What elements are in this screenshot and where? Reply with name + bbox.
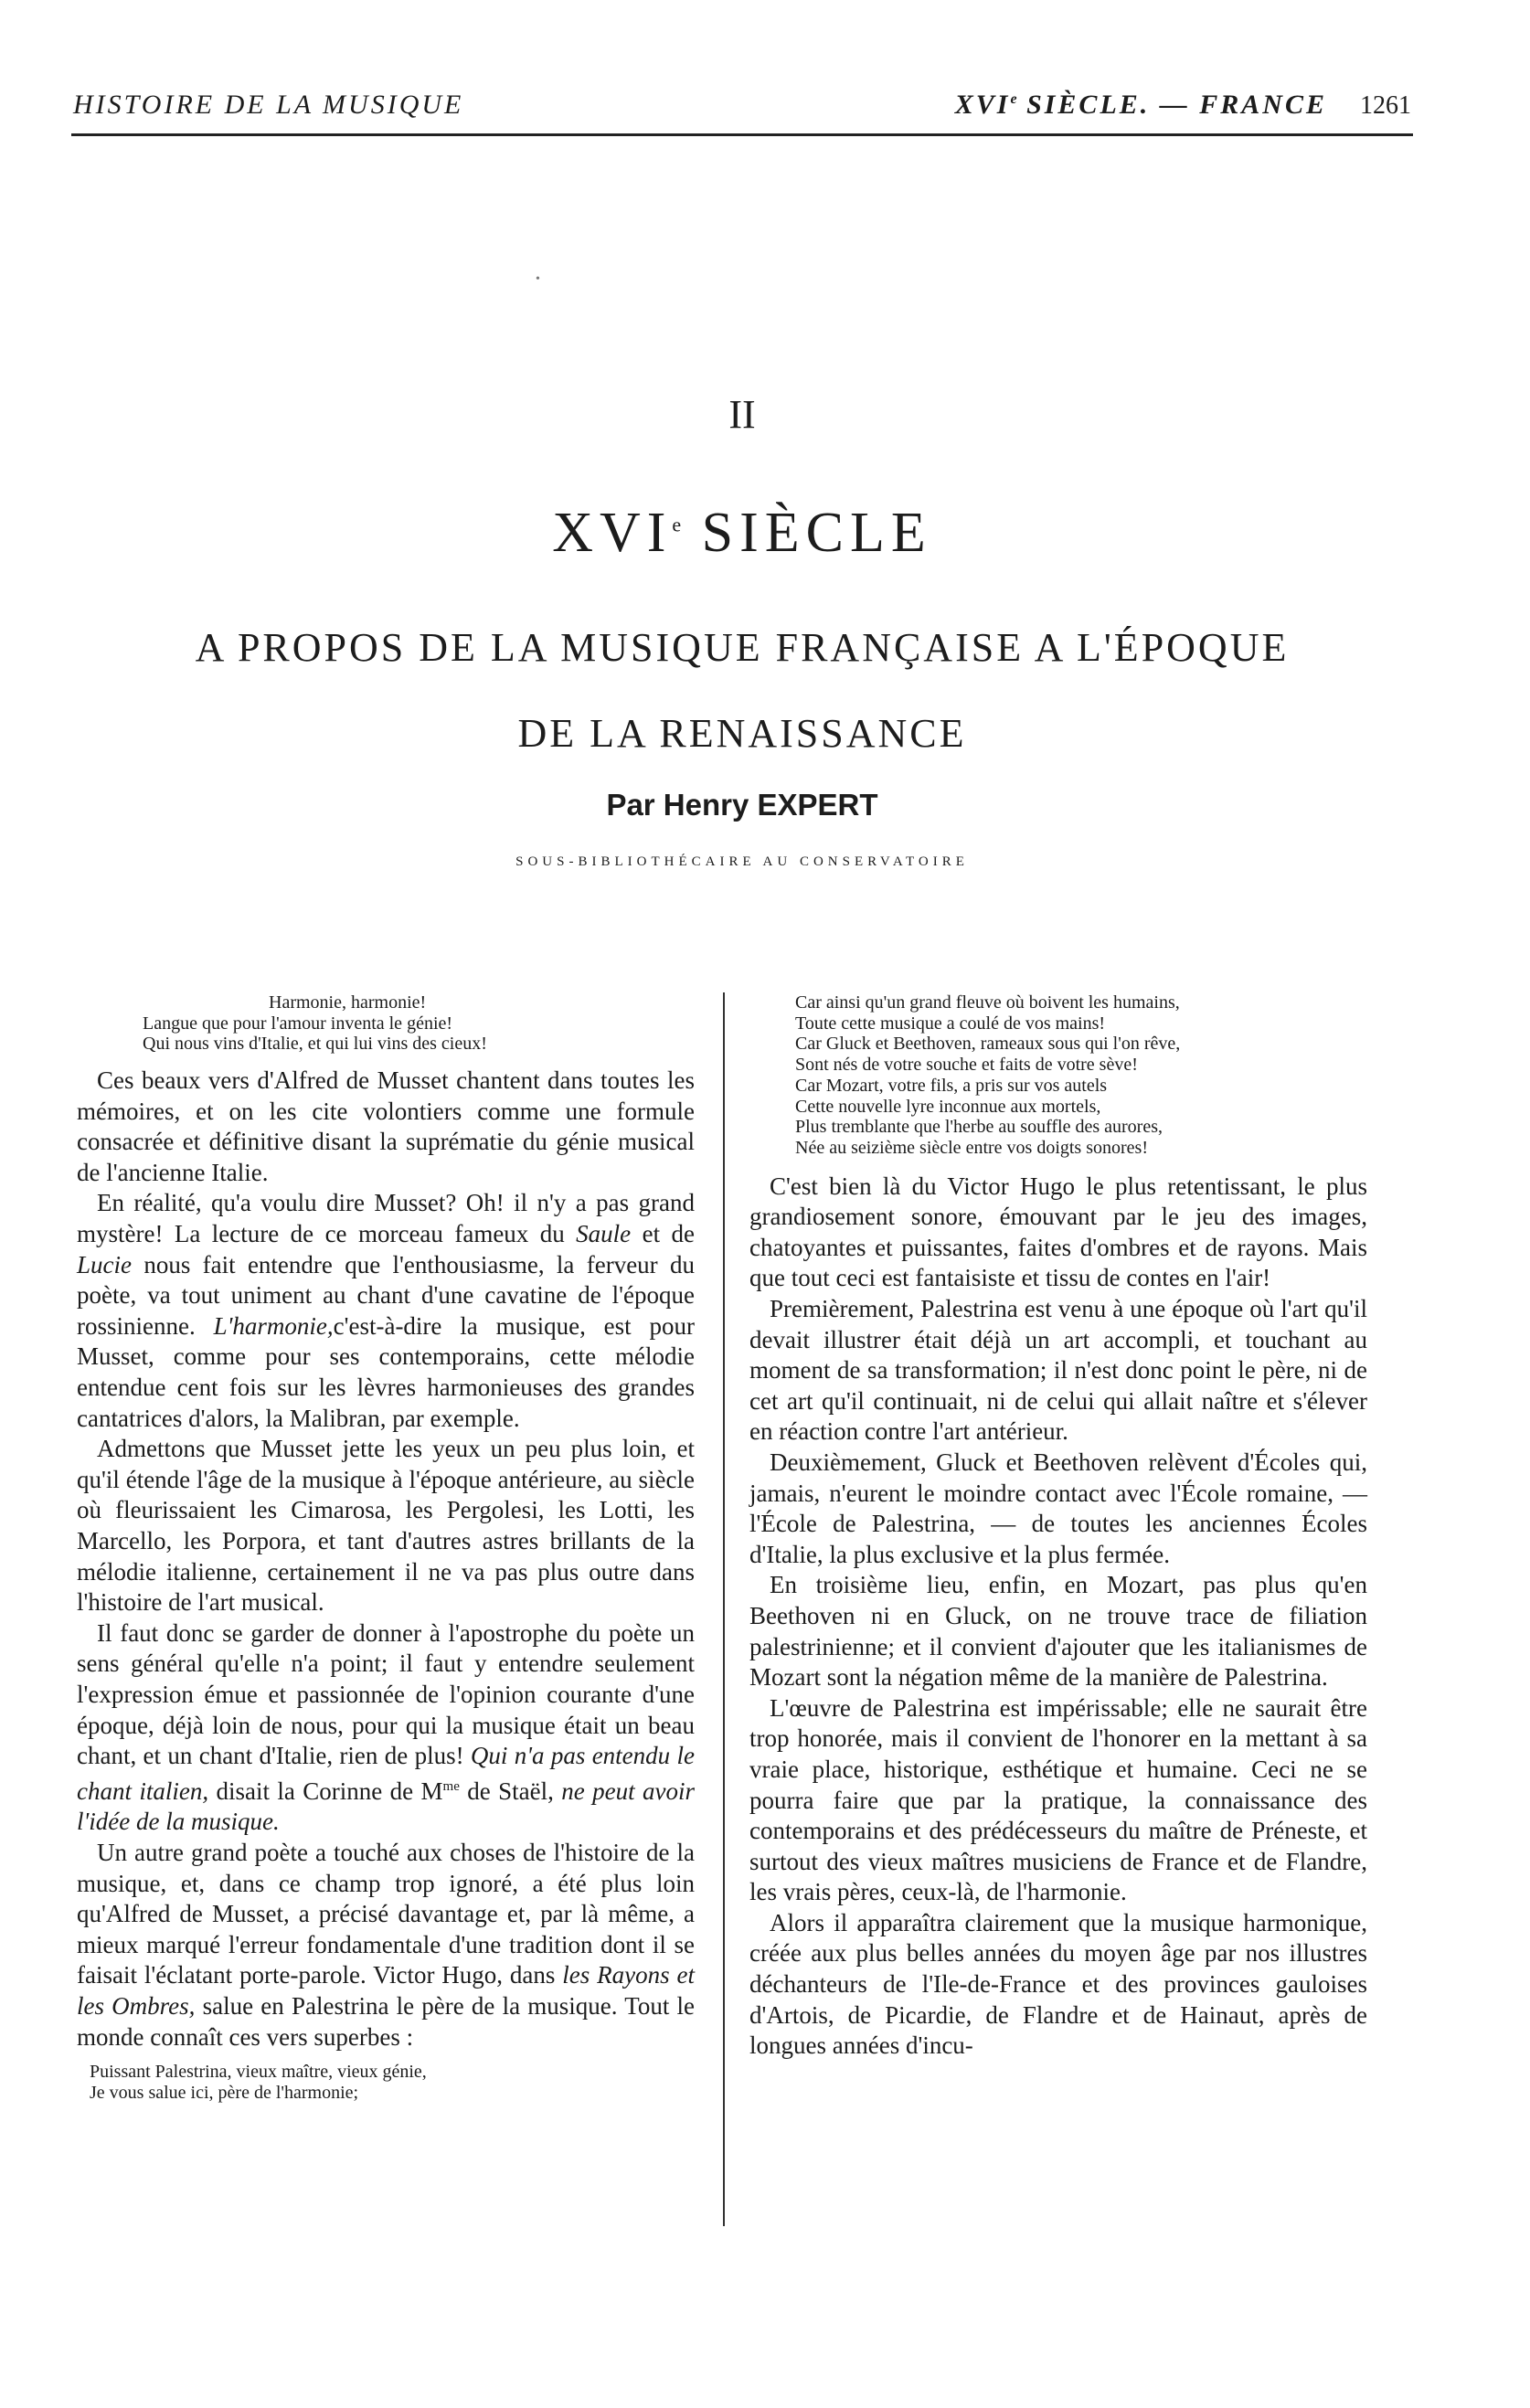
header-century-sup: e [1010,91,1017,107]
part-number: II [728,392,756,437]
subtitle-line-2: DE LA RENAISSANCE [517,711,967,756]
text-run: c'est-à-dire la musique, est pour Musset, comme pour ses contemporains, cette mélodie entendue cent fois sur les lèvres harmonieuses des grandes cantatrices d'alors, la Malibran, par exemple. [77,1311,695,1432]
paragraph: Ces beaux vers d'Alfred de Musset chantent dans toutes les mémoires, et on les cite volontiers comme une formule consacrée et définitive disant la suprématie du génie musical de l'ancienne Italie. [77,1066,695,1186]
column-divider [723,992,725,2226]
page-number: 1261 [1360,91,1411,120]
work-title: Lucie [77,1250,132,1278]
header-century: XVI [954,90,1011,120]
header-book-title: HISTOIRE DE LA MUSIQUE [73,90,464,120]
verse-line: Sont nés de votre souche et faits de votre sève! [795,1055,1138,1076]
paragraph: Premièrement, Palestrina est venu à une époque où l'art qu'il devait illustrer était déjà un art accompli, et touchant au moment de sa transformation; il n'est donc point le père, ni de cet art qu'il continuait, ni de celui qui allait naître et s'élever en réaction contre l'art antérieur. [749,1295,1367,1446]
text-run: et de [631,1220,695,1248]
superscript: me [442,1778,460,1794]
verse-line: Plus tremblante que l'herbe au souffle des aurores, [795,1117,1163,1138]
verse-line: Née au seizième siècle entre vos doigts sonores! [795,1137,1148,1158]
verse-line: Car Gluck et Beethoven, rameaux sous qui l'on rêve, [795,1034,1181,1055]
subtitle-line-1: A PROPOS DE LA MUSIQUE FRANÇAISE A L'ÉPOQUE [195,625,1290,670]
text-run: de Staël, [459,1777,562,1805]
quotation: ne peut avoir l'idée de la musique. [77,1777,695,1836]
paragraph: Alors il apparaîtra clairement que la musique harmonique, créée aux plus belles années du moyen âge par nos illustres déchanteurs de l'Ile-de-France et des provinces gauloises d'Artois, de Picardie, de Flandre et de Hainaut, après de longues années d'incu- [749,1908,1367,2060]
work-title: les Rayons et les Ombres, [77,1961,696,2020]
chapter-century-sup: e [672,513,682,536]
text-run: Il faut donc se garder de donner à l'apostrophe du poète un sens général qu'elle n'a point; il faut y entendre seulement l'expression émue et passionnée de l'opinion courante d'une époque, déjà loin de nous, pour qui la musique était un beau chant, et un chant d'Italie, rien de plus! [77,1618,695,1770]
verse-line: Harmonie, harmonie! [269,992,427,1013]
paragraph: C'est bien là du Victor Hugo le plus retentissant, le plus grandiosement sonore, émouvant par le jeu des images, chatoyantes et puissantes, faites d'ombres et de rayons. Mais que tout ceci est fantaisiste et tissu de contes en l'air! [749,1172,1367,1292]
work-title: Saule [576,1220,632,1248]
paragraph: Admettons que Musset jette les yeux un peu plus loin, et qu'il étende l'âge de la musique à l'époque antérieure, au siècle où fleurissaient les Cimarosa, les Pergolesi, les Lotti, les Marcello, les Porpora, et tant d'autres astres brillants de la mélodie italienne, certainement il ne va pas plus outre dans l'histoire de l'art musical. [77,1435,695,1617]
author-position: SOUS-BIBLIOTHÉCAIRE AU CONSERVATOIRE [515,854,969,869]
verse-hugo-continued [749,992,1367,1159]
text-run: En réalité, qu'a voulu dire Musset? Oh! il n'y a pas grand mystère! La lecture de ce morceau fameux du [77,1189,695,1248]
paragraph [77,1188,695,1434]
chapter-title [71,501,1413,566]
verse-hugo-start [77,2062,695,2103]
verse-line: Langue que pour l'amour inventa le génie! [143,1013,453,1034]
verse-line: Toute cette musique a coulé de vos mains! [795,1013,1106,1034]
verse-line: Cette nouvelle lyre inconnue aux mortels, [795,1096,1101,1117]
right-column [749,992,1367,2062]
running-header [73,90,1411,126]
header-section [955,90,1411,121]
header-rule [71,133,1413,136]
paragraph: L'œuvre de Palestrina est impérissable; elle ne saurait être trop honorée, mais il convient de l'honorer en la mettant à sa vraie place, historique, esthétique et humaine. Ceci ne se pourra faire que par la pratique, la connaissance des contemporains et des prédécesseurs du maître de Préneste, et surtout des vieux maîtres musiciens de France et de Flandre, les vrais pères, ceux-là, de l'harmonie. [749,1693,1367,1906]
chapter-subtitle [71,605,1413,777]
paragraph [77,1838,695,2053]
verse-line: Puissant Palestrina, vieux maître, vieux génie, [90,2062,427,2083]
text-run: salue en Palestrina le père de la musique. Tout le monde connaît ces vers superbes : [77,1991,695,2051]
verse-musset [77,992,695,1055]
verse-line: Car Mozart, votre fils, a pris sur vos autels [795,1075,1108,1096]
header-section-rest: SIÈCLE. — FRANCE [1016,90,1327,120]
chapter-century: XVI [552,502,673,564]
emphasis: L'harmonie, [213,1311,334,1340]
paragraph: En troisième lieu, enfin, en Mozart, pas plus qu'en Beethoven ni en Gluck, on ne trouve trace de filiation palestrinienne; et il convient d'ajouter que les italianismes de Mozart sont la négation même de la manière de Palestrina. [749,1571,1367,1692]
text-run: nous fait entendre que l'enthousiasme, la ferveur du poète, va tout uniment au chant d'une cavatine de l'époque rossinienne. [77,1250,695,1340]
left-column [77,992,695,2104]
verse-line: Qui nous vins d'Italie, et qui lui vins des cieux! [143,1034,487,1055]
quotation: Qui n'a pas entendu le chant italien, [77,1742,695,1805]
paragraph: Deuxièmement, Gluck et Beethoven relèvent d'Écoles qui, jamais, n'eurent le moindre contact avec l'École romaine, — l'École de Palestrina, — de toutes les anciennes Écoles d'Italie, la plus exclusive et la plus fermée. [749,1448,1367,1568]
print-speck: • [536,272,540,286]
verse-line: Car ainsi qu'un grand fleuve où boivent les humains, [795,992,1180,1013]
verse-line: Je vous salue ici, père de l'harmonie; [90,2082,359,2103]
paragraph [77,1618,695,1838]
chapter-title-rest: SIÈCLE [681,502,932,564]
text-run: Un autre grand poète a touché aux choses de l'histoire de la musique, et, dans ce champ trop ignoré, a été plus loin qu'Alfred de Musset, a précisé davantage et, par là même, a mieux marqué l'erreur fondamentale d'une tradition dont il se faisait l'éclatant porte-parole. Victor Hugo, dans [77,1838,695,1989]
author-byline: Par Henry EXPERT [606,788,878,822]
text-run: disait la Corinne de M [208,1777,443,1805]
